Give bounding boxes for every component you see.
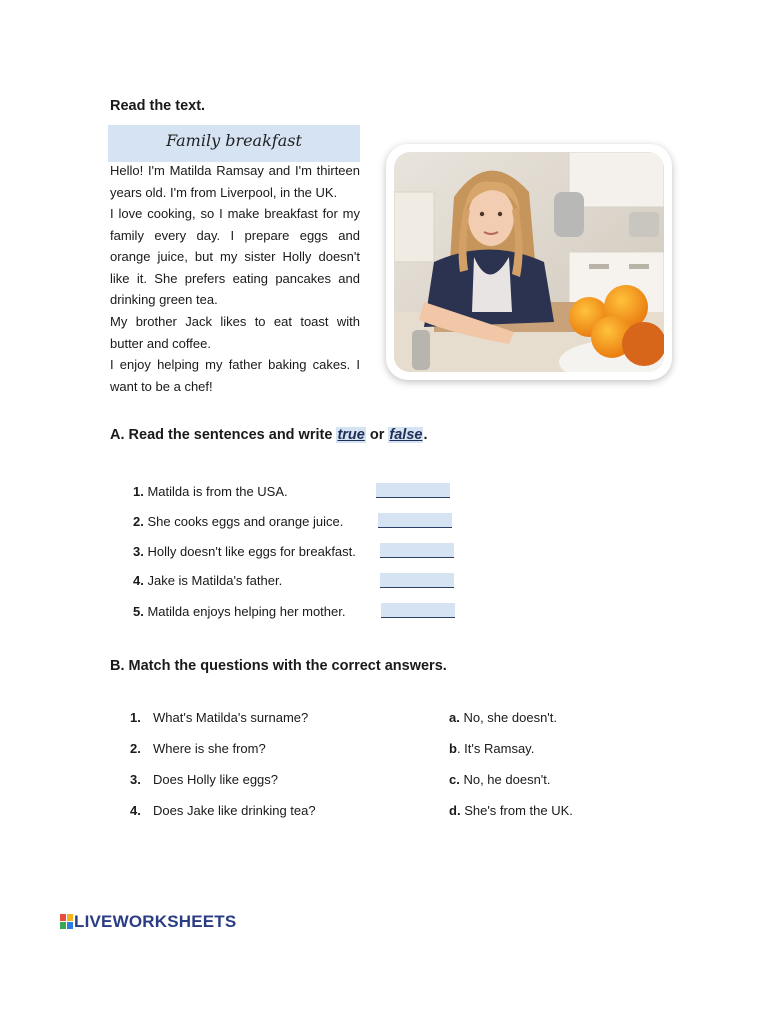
question-item bbox=[130, 710, 141, 725]
question-number: 2. bbox=[130, 741, 141, 756]
word-false: false bbox=[389, 427, 423, 443]
item-number: 1. bbox=[133, 484, 144, 499]
section-a-heading-suffix: . bbox=[423, 427, 428, 443]
answer-letter: b bbox=[449, 741, 457, 756]
list-item bbox=[133, 544, 356, 559]
question-item bbox=[130, 803, 141, 818]
answer-text: No, he doesn't. bbox=[463, 772, 551, 787]
question-number: 1. bbox=[130, 710, 141, 725]
item-number: 3. bbox=[133, 544, 144, 559]
question-item bbox=[130, 772, 141, 787]
answer-item bbox=[449, 741, 534, 756]
logo-icon bbox=[60, 914, 74, 930]
section-a-heading bbox=[110, 427, 428, 443]
list-item bbox=[133, 604, 345, 619]
question-number: 4. bbox=[130, 803, 141, 818]
girl-in-kitchen-illustration bbox=[394, 152, 664, 372]
item-text: Matilda is from the USA. bbox=[147, 484, 288, 499]
section-a-heading-prefix: A. Read the sentences and write bbox=[110, 427, 337, 443]
logo-text: LIVEWORKSHEETS bbox=[74, 912, 237, 931]
item-text: Jake is Matilda's father. bbox=[147, 573, 283, 588]
kitchen-photo bbox=[394, 152, 664, 372]
answer-blank-5[interactable] bbox=[381, 603, 455, 618]
list-item bbox=[133, 573, 282, 588]
answer-blank-4[interactable] bbox=[380, 573, 454, 588]
question-number: 3. bbox=[130, 772, 141, 787]
paragraph-chef: I enjoy helping my father baking cakes. I want to be a chef! bbox=[110, 357, 360, 394]
word-or: or bbox=[365, 427, 389, 443]
question-text: Where is she from? bbox=[153, 741, 266, 756]
answer-letter: a. bbox=[449, 710, 460, 725]
item-text: She cooks eggs and orange juice. bbox=[147, 514, 344, 529]
paragraph-brother: My brother Jack likes to eat toast with butter and coffee. bbox=[110, 314, 360, 351]
answer-item bbox=[449, 772, 551, 787]
section-b-heading: B. Match the questions with the correct answers. bbox=[110, 658, 447, 674]
item-number: 5. bbox=[133, 604, 144, 619]
list-item bbox=[133, 514, 343, 529]
answer-text: She's from the UK. bbox=[464, 803, 573, 818]
item-text: Matilda enjoys helping her mother. bbox=[147, 604, 346, 619]
question-text: Does Holly like eggs? bbox=[153, 772, 279, 787]
item-number: 2. bbox=[133, 514, 144, 529]
paragraph-intro: Hello! I'm Matilda Ramsay and I'm thirteen years old. I'm from Liverpool, in the UK. bbox=[110, 163, 360, 200]
item-number: 4. bbox=[133, 573, 144, 588]
list-item bbox=[133, 484, 288, 499]
answer-letter: d. bbox=[449, 803, 461, 818]
answer-text: . It's Ramsay. bbox=[456, 741, 535, 756]
liveworksheets-logo bbox=[60, 912, 236, 932]
question-text: Does Jake like drinking tea? bbox=[153, 803, 316, 818]
text-title: Family breakfast bbox=[166, 131, 302, 150]
answer-item bbox=[449, 803, 573, 818]
answer-text: No, she doesn't. bbox=[463, 710, 558, 725]
paragraph-cooking: I love cooking, so I make breakfast for my family every day. I prepare eggs and orange juice, but my sister Holly doesn't like it. She prefers eating pancakes and drinking green tea. bbox=[110, 206, 360, 308]
question-text: What's Matilda's surname? bbox=[153, 710, 309, 725]
question-item bbox=[130, 741, 141, 756]
title-box bbox=[108, 125, 360, 162]
item-text: Holly doesn't like eggs for breakfast. bbox=[147, 544, 356, 559]
answer-blank-2[interactable] bbox=[378, 513, 452, 528]
word-true: true bbox=[337, 427, 365, 443]
answer-letter: c. bbox=[449, 772, 460, 787]
answer-blank-3[interactable] bbox=[380, 543, 454, 558]
photo-frame bbox=[386, 144, 672, 380]
answer-item bbox=[449, 710, 557, 725]
answer-blank-1[interactable] bbox=[376, 483, 450, 498]
reading-heading: Read the text. bbox=[110, 98, 206, 114]
